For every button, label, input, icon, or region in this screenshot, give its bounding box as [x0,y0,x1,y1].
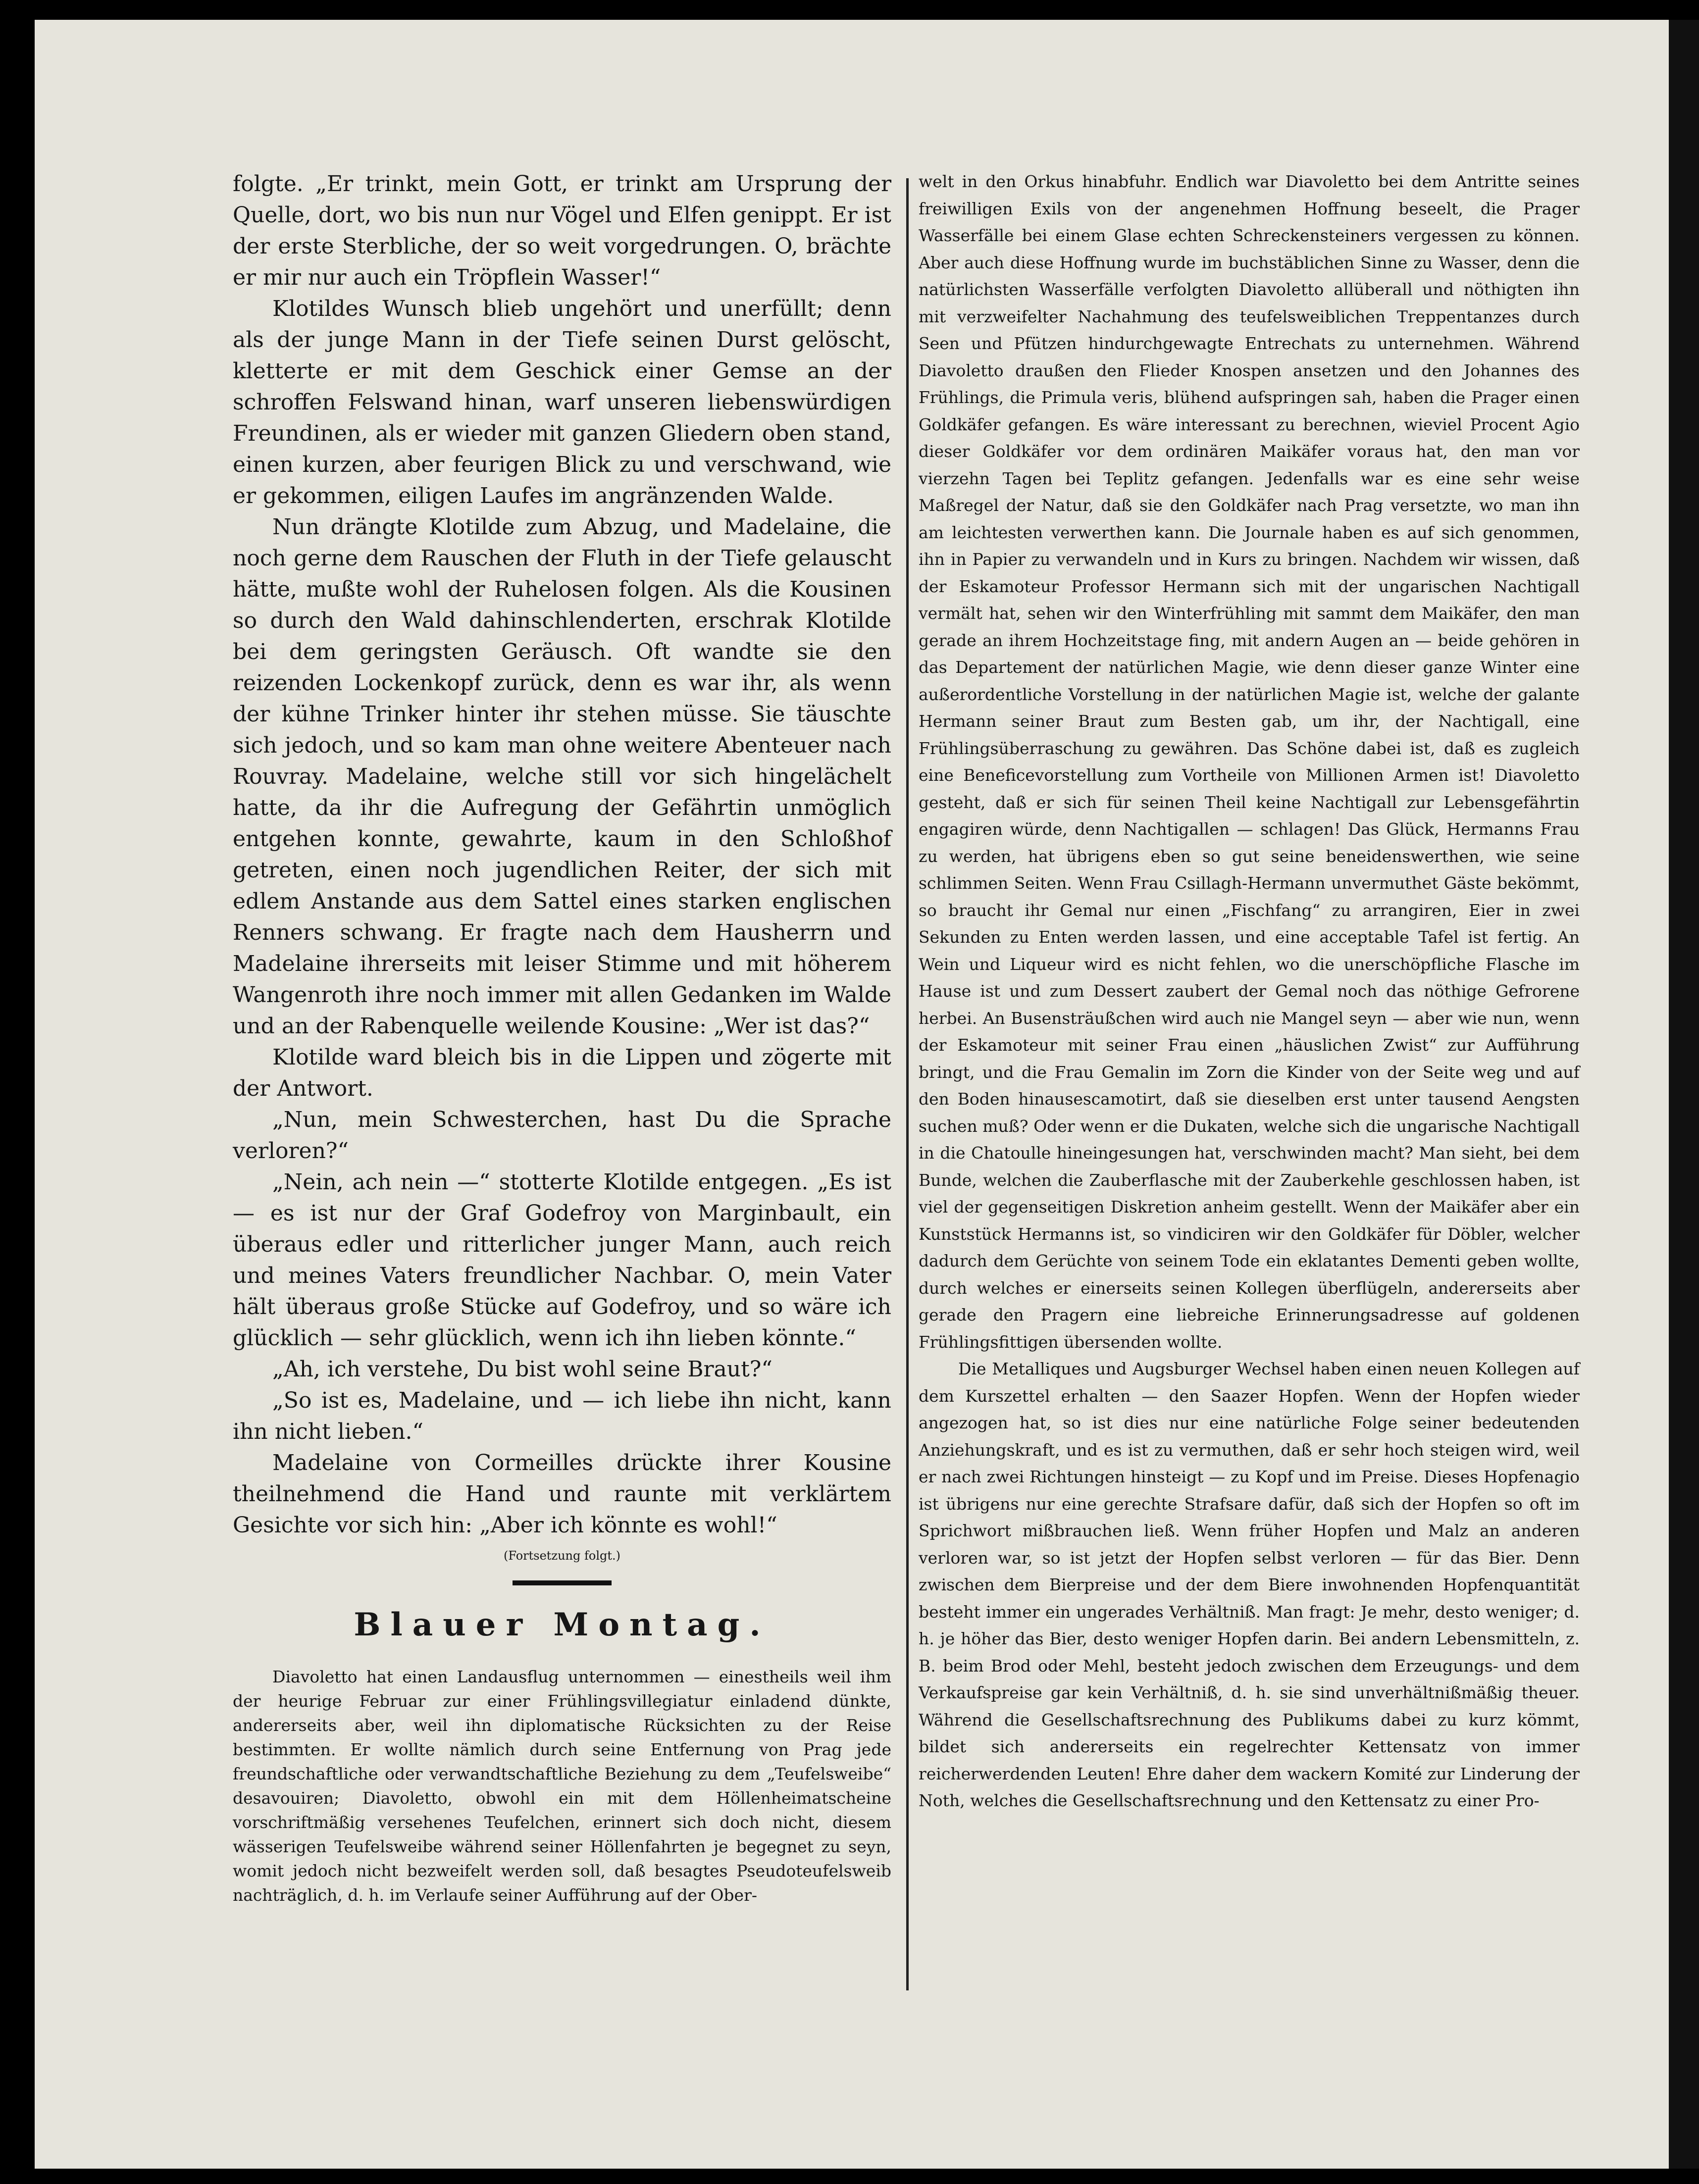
paragraph: Klotilde ward bleich bis in die Lippen und zögerte mit der Antwort. [233,1045,891,1101]
left-column [233,168,891,1907]
paragraph: Klotildes Wunsch blieb ungehört und unerfüllt; denn als der junge Mann in der Tiefe seinen Durst gelöscht, kletterte er mit dem Geschick einer Gemse an der schroffen Felswand hinan, warf unseren liebenswürdigen Freundinen, als er wieder mit ganzen Gliedern oben stand, einen kurzen, aber feurigen Blick zu und verschwand, wie er gekommen, eiligen Laufes im angränzenden Walde. [233,296,891,508]
paragraph: „Nein, ach nein —“ stotterte Klotilde entgegen. „Es ist — es ist nur der Graf Godefroy von Marginbault, ein überaus edler und ritterlicher junger Mann, auch reich und meines Vaters freundlicher Nachbar. O, mein Vater hält überaus große Stücke auf Godefroy, und so wäre ich glücklich — sehr glücklich, wenn ich ihn lieben könnte.“ [233,1169,891,1351]
paragraph: welt in den Orkus hinabfuhr. Endlich war Diavoletto bei dem Antritte seines freiwilligen Exils von der angenehmen Hoffnung beseelt, die Prager Wasserfälle bei einem Glase echten Schreckensteiners vergessen zu können. Aber auch diese Hoffnung wurde im buchstäblichen Sinne zu Wasser, denn die natürlichsten Wasserfälle verfolgten Diavoletto allüberall und nöthigten ihn mit verzweifelter Nachahmung des teufelsweiblichen Treppentanzes durch Seen und Pfützen hindurchgewagte Entrechats zu unternehmen. Während Diavoletto draußen den Flieder Knospen ansetzen und den Johannes des Frühlings, die Primula veris, blühend aufspringen sah, haben die Prager einen Goldkäfer gefangen. Es wäre interessant zu berechnen, wieviel Procent Agio dieser Goldkäfer vor dem ordinären Maikäfer voraus hat, den man vor vierzehn Tagen bei Teplitz gefangen. Jedenfalls war es eine sehr weise Maßregel der Natur, daß sie den Goldkäfer nach Prag versetzte, wo man ihn am leichtesten verwerthen kann. Die Journale haben es auf sich genommen, ihn in Papier zu verwandeln und in Kurs zu bringen. Nachdem wir wissen, daß der Eskamoteur Professor Hermann sich mit der ungarischen Nachtigall vermält hat, sehen wir den Winterfrühling mit sammt dem Maikäfer, den man gerade an ihrem Hochzeitstage fing, mit andern Augen an — beide gehören in das Departement der natürlichen Magie, wie denn dieser ganze Winter eine außerordentliche Vorstellung in der natürlichen Magie ist, welche der galante Hermann seiner Braut zum Besten gab, um ihr, der Nachtigall, eine Frühlingsüberraschung zu gewähren. Das Schöne dabei ist, daß es zugleich eine Benefiсevorstellung zum Vortheile von Millionen Armen ist! Diavoletto gesteht, daß er sich für seinen Theil keine Nachtigall zur Lebensgefährtin engagiren würde, denn Nachtigallen — schlagen! Das Glück, Hermanns Frau zu werden, hat übrigens eben so gut seine beneidenswerthen, wie seine schlimmen Seiten. Wenn Frau Csillagh-Hermann unvermuthet Gäste bekömmt, so braucht ihr Gemal nur einen „Fischfang“ zu arrangiren, Eier in zwei Sekunden zu Enten werden lassen, und eine acceptable Tafel ist fertig. An Wein und Liqueur wird es nicht fehlen, wo die unerschöpfliche Flasche im Hause ist und zum Dessert zaubert der Gemal noch das nöthige Gefrorene herbei. An Busensträußchen wird auch nie Mangel seyn — aber wie nun, wenn der Eskamoteur mit seiner Frau einen „häuslichen Zwist“ zur Aufführung bringt, und die Frau Gemalin im Zorn die Kinder von der Seite weg und auf den Boden hinausescamotirt, daß sie dieselben erst unter tausend Aengsten suchen muß? Oder wenn er die Dukaten, welche sich die ungarische Nachtigall in die Chatoulle hineingesungen hat, verschwinden macht? Man sieht, bei dem Bunde, welchen die Zauberflasche mit der Zauberkehle geschlossen haben, ist viel der gegenseitigen Diskretion anheim gestellt. Wenn der Maikäfer aber ein Kunststück Hermanns ist, so vindiciren wir den Goldkäfer für Döbler, welcher dadurch dem Gerüchte von seinem Tode ein eklatantes Dementi geben wollte, durch welches er einerseits seinen Kollegen überflügeln, andererseits aber gerade den Pragern eine liebreiche Erinnerungsadresse auf goldenen Frühlingsfittigen übersenden wollte. [919,172,1580,1352]
section-divider [513,1580,612,1585]
paragraph: Madelaine von Cormeilles drückte ihrer Kousine theilnehmend die Hand und raunte mit verklärtem Gesichte vor sich hin: „Aber ich könnte es wohl!“ [233,1450,891,1538]
scan-edge [1669,20,1699,2169]
right-column [919,168,1580,1815]
continuation-note: (Fortsetzung folgt.) [504,1549,620,1563]
column-rule [906,178,909,1990]
article-paragraph: Diavoletto hat einen Landausflug unternommen — einestheils weil ihm der heurige Februar zur einer Frühlingsvillegiatur einladend dünkte, andererseits aber, weil ihn diplomatische Rücksichten zu der Reise bestimmten. Er wollte nämlich durch seine Entfernung von Prag jede freundschaftliche oder verwandtschaftliche Beziehung zu dem „Teufelsweibe“ desavouiren; Diavoletto, obwohl ein mit dem Höllenheimatscheine vorschriftmäßig versehenes Teufelchen, erinnert sich doch nicht, diesem wässerigen Teufelsweibe während seiner Höllenfahrten je begegnet zu seyn, womit jedoch nicht bezweifelt werden soll, daß besagtes Pseudoteufelsweib nachträglich, d. h. im Verlaufe seiner Aufführung auf der Ober- [233,1667,891,1905]
article-headline: Blauer Montag. [354,1606,771,1643]
paragraph: folgte. „Er trinkt, mein Gott, er trinkt am Ursprung der Quelle, dort, wo bis nun nur Vögel und Elfen genippt. Er ist der erste Sterbliche, der so weit vorgedrungen. O, brächte er mir nur auch ein Tröpflein Wasser!“ [233,171,891,290]
paragraph: Nun drängte Klotilde zum Abzug, und Madelaine, die noch gerne dem Rauschen der Fluth in der Tiefe gelauscht hätte, mußte wohl der Ruhelosen folgen. Als die Kousinen so durch den Wald dahinschlenderten, erschrak Klotilde bei dem geringsten Geräusch. Oft wandte sie den reizenden Lockenkopf zurück, denn es war ihr, als wenn der kühne Trinker hinter ihr stehen müsse. Sie täuschte sich jedoch, und so kam man ohne weitere Abenteuer nach Rouvray. Madelaine, welche still vor sich hingelächelt hatte, da ihr die Aufregung der Gefährtin unmöglich entgehen konnte, gewahrte, kaum in den Schloßhof getreten, einen noch jugendlichen Reiter, der sich mit edlem Anstande aus dem Sattel eines starken englischen Renners schwang. Er fragte nach dem Hausherrn und Madelaine ihrerseits mit leiser Stimme und mit höherem Wangenroth ihre noch immer mit allen Gedanken im Walde und an der Rabenquelle weilende Kousine: „Wer ist das?“ [233,514,891,1039]
paragraph: „Ah, ich verstehe, Du bist wohl seine Braut?“ [272,1357,772,1382]
paragraph: Die Metalliques und Augsburger Wechsel haben einen neuen Kollegen auf dem Kurszettel erhalten — den Saazer Hopfen. Wenn der Hopfen wieder angezogen hat, so ist dies nur eine natürliche Folge seiner bedeutenden Anziehungskraft, und es ist zu vermuthen, daß er sehr hoch steigen wird, weil er nach zwei Richtungen hinsteigt — zu Kopf und im Preise. Dieses Hopfenagio ist übrigens nur eine gerechte Strafsare dafür, daß sich der Hopfen so oft im Sprichwort mißbrauchen ließ. Wenn früher Hopfen und Malz an anderen verloren war, so ist jetzt der Hopfen selbst verloren — für das Bier. Denn zwischen dem Bierpreise und der dem Biere inwohnenden Hopfenquantität besteht immer ein ungerades Verhältniß. Man fragt: Je mehr, desto weniger; d. h. je höher das Bier, desto weniger Hopfen darin. Bei andern Lebensmitteln, z. B. beim Brod oder Mehl, besteht jedoch zwischen dem Erzeugungs- und dem Verkaufspreise gar kein Verhältniß, d. h. sie sind unverhältnißmäßig theuer. Während die Gesellschaftsrechnung des Publikums dabei zu kurz kömmt, bildet sich andererseits ein regelrechter Kettensatz von immer reicherwerdenden Leuten! Ehre daher dem wackern Komité zur Linderung der Noth, welches die Gesellschaftsrechnung und den Kettensatz zu einer Pro- [919,1359,1580,1810]
paragraph: „Nun, mein Schwesterchen, hast Du die Sprache verloren?“ [233,1107,891,1164]
paragraph: „So ist es, Madelaine, und — ich liebe ihn nicht, kann ihn nicht lieben.“ [233,1388,891,1444]
